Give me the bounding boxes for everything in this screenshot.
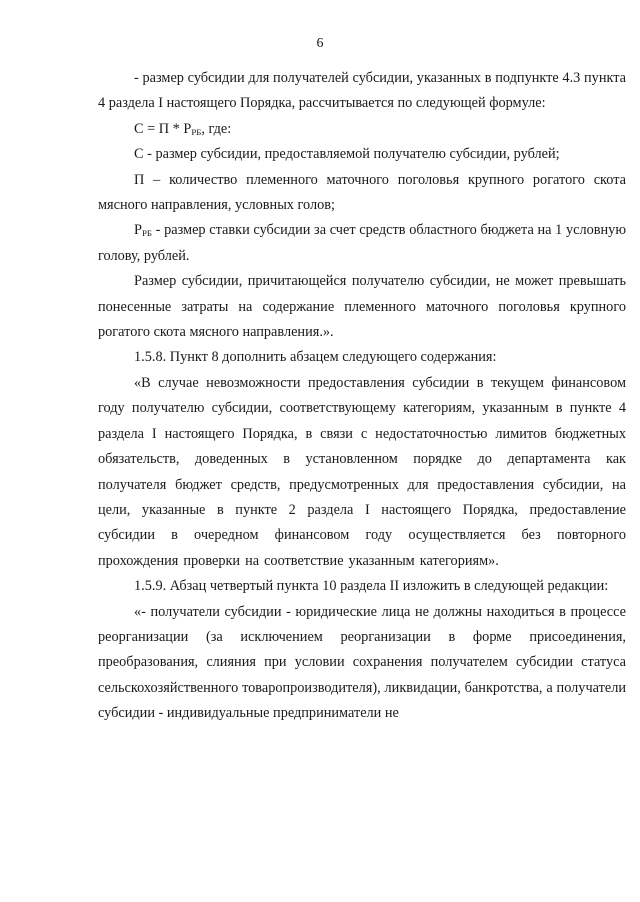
rate-symbol: Р	[134, 222, 142, 239]
document-body	[98, 66, 626, 727]
paragraph-1-5-8: 1.5.8. Пункт 8 дополнить абзацем следующего содержания:	[134, 349, 497, 366]
paragraph-subsidy-limit: Размер субсидии, причитающейся получателю субсидии, не может превышать понесенные затраты на содержание племенного маточного поголовья крупного рогатого скота мясного направления.».	[98, 273, 626, 341]
paragraph-c-definition: С - размер субсидии, предоставляемой получателю субсидии, рублей;	[134, 146, 560, 163]
page-number: 6	[316, 36, 324, 51]
rate-subscript: РБ	[141, 228, 152, 239]
formula-subscript: РБ	[191, 127, 202, 138]
formula	[98, 117, 626, 142]
paragraph-1-5-9: 1.5.9. Абзац четвертый пункта 10 раздела II изложить в следующей редакции:	[134, 578, 609, 595]
paragraph-impossibility-clause: «В случае невозможности предоставления субсидии в текущем финансовом году получателю субсидии, соответствующему категориям, указанным в пункте 4 раздела I настоящего Порядка, в связи с недостаточностью лимитов бюджетных обязательств, доведенных в установленном порядке до департамента как получателя бюджет средств, предусмотренных для предоставления субсидии, на цели, указанные в пункте 2 раздела I настоящего Порядка, предоставление субсидии в очередном финансовом году осуществляется без повторного прохождения проверки на соответствие указанным категориям».	[98, 374, 626, 569]
rate-text: - размер ставки субсидии за счет средств областного бюджета на 1 условную голову, рублей.	[98, 222, 626, 264]
formula-main: С = П * Р	[134, 120, 192, 137]
formula-tail: , где:	[201, 120, 232, 137]
paragraph-p-definition: П – количество племенного маточного поголовья крупного рогатого скота мясного направления, условных голов;	[98, 171, 626, 214]
paragraph-subsidy-size: - размер субсидии для получателей субсидии, указанных в подпункте 4.3 пункта 4 раздела I настоящего Порядка, рассчитывается по следующей формуле:	[98, 70, 626, 112]
paragraph-recipient-requirements: «- получатели субсидии - юридические лица не должны находиться в процессе реорганизации (за исключением реорганизации в форме присоединения, преобразования, слияния при условии сохранения получателем субсидии статуса сельскохозяйственного товаропроизводителя), ликвидации, банкротства, а получатели субсидии - индивидуальные предприниматели не	[98, 603, 626, 722]
paragraph-rate-definition	[98, 218, 626, 269]
